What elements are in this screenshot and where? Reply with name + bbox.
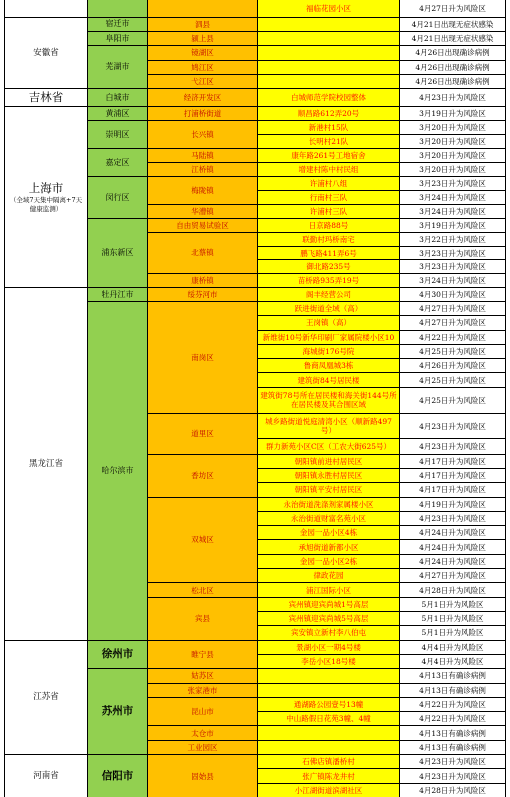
status-cell: 3月23日升为风险区 [400,260,505,273]
location-cell: 苗桥路935弄19号 [258,274,399,287]
district-cell: 宾县 [148,598,257,640]
province-name: 安徽省 [33,47,59,58]
location-cell: 通湖路公园壹号13幢 [258,698,399,711]
status-cell: 4月21日出现无症状感染 [400,18,505,31]
status-cell: 4月23日升为风险区 [400,414,505,438]
province-name: 江苏省 [33,692,59,703]
province-cell [5,89,87,106]
province-cell [5,0,87,17]
status-cell: 4月17日升为风险区 [400,455,505,468]
status-cell: 3月19日升为风险区 [400,219,505,232]
district-cell: 梅陇镇 [148,177,257,204]
location-cell: 宾州镇迎宾尚城1号高层 [258,598,399,611]
status-cell: 4月25日升为风险区 [400,345,505,358]
city-cell: 牡丹江市 [88,288,147,301]
city-cell [88,0,147,17]
district-cell: 长兴镇 [148,121,257,148]
district-cell: 经济开发区 [148,89,257,106]
district-cell: 睢宁县 [148,641,257,669]
city-cell: 哈尔滨市 [88,302,147,640]
location-cell: 金园一品小区4栋 [258,526,399,539]
location-cell: 鲁商凤凰城3栋 [258,359,399,372]
status-cell: 3月24日升为风险区 [400,205,505,218]
status-cell: 4月26日出现确诊病例 [400,46,505,59]
location-cell: 宾州镇迎宾尚城5号高层 [258,612,399,625]
location-cell: 张广镇陈龙井村 [258,769,399,782]
city-cell: 嘉定区 [88,149,147,176]
status-cell: 4月13日有确诊病例 [400,741,505,754]
status-cell: 4月28日升为风险区 [400,583,505,596]
district-cell: 马陆镇 [148,149,257,162]
district-cell: 姑苏区 [148,669,257,682]
location-cell: 永治街道财富名苑小区 [258,512,399,525]
location-cell: 宾安镇立新村李八伯屯 [258,626,399,639]
location-cell: 增建村陈中村民组 [258,163,399,176]
status-cell: 4月19日升为风险区 [400,498,505,511]
location-cell [258,18,399,31]
district-cell: 双城区 [148,498,257,583]
location-cell [258,741,399,754]
location-cell: 白城师范学院校园整体 [258,89,399,106]
status-cell: 4月21日出现无症状感染 [400,32,505,45]
status-cell: 4月26日升为风险区 [400,359,505,372]
location-cell: 小江湖街道滨湖社区 [258,784,399,797]
location-cell: 浦江国际小区 [258,583,399,596]
status-cell: 5月1日升为风险区 [400,612,505,625]
status-cell: 4月30日升为风险区 [400,288,505,301]
location-cell: 建筑街78号所在居民楼和海关街144号所在居民楼及其合围区域 [258,388,399,413]
district-cell: 自由贸易试验区 [148,219,257,232]
status-cell: 4月23日升为风险区 [400,512,505,525]
location-cell [258,669,399,682]
status-cell: 3月23日升为风险区 [400,177,505,190]
status-cell: 4月23日升为风险区 [400,439,505,454]
city-cell: 白城市 [88,89,147,106]
district-cell [148,0,257,17]
status-cell: 4月24日升为风险区 [400,540,505,553]
district-cell: 打浦桥街道 [148,107,257,120]
status-cell: 4月27日升为风险区 [400,316,505,329]
district-cell: 鸠江区 [148,61,257,74]
status-cell: 4月27日升为风险区 [400,0,505,17]
location-cell: 顺昌路612弄20号 [258,107,399,120]
status-cell: 4月17日升为风险区 [400,469,505,482]
status-cell: 4月13日有确诊病例 [400,726,505,739]
status-cell: 4月28日升为风险区 [400,784,505,797]
status-cell: 3月24日升为风险区 [400,191,505,204]
location-cell: 中山路假日花苑3幢、4幢 [258,712,399,725]
district-cell: 工业园区 [148,741,257,754]
status-cell: 3月24日升为风险区 [400,274,505,287]
status-cell: 4月23日升为风险区 [400,769,505,782]
city-cell: 浦东新区 [88,219,147,288]
status-cell: 4月22日升为风险区 [400,331,505,344]
status-cell: 4月24日升为风险区 [400,555,505,568]
district-cell: 镜湖区 [148,46,257,59]
city-cell: 徐州市 [88,641,147,669]
status-cell: 3月20日升为风险区 [400,163,505,176]
district-cell: 固始县 [148,755,257,797]
status-cell: 4月13日有确诊病例 [400,684,505,697]
location-cell: 朝阳镇永胜村居民区 [258,469,399,482]
location-cell: 群力新苑小区C区（工农大街625号） [258,439,399,454]
location-cell: 律政花园 [258,569,399,582]
district-cell: 绥芬河市 [148,288,257,301]
location-cell: 李岳小区18号楼 [258,655,399,668]
city-cell: 芜湖市 [88,46,147,88]
status-cell: 4月17日升为风险区 [400,483,505,496]
province-name: 河南省 [33,770,59,781]
location-cell: 海城街176号院 [258,345,399,358]
location-cell: 景湖小区一期4号楼 [258,641,399,654]
province-cell [5,755,87,797]
location-cell: 城乡路街道悦庭清湾小区（顺新路497号） [258,414,399,438]
location-cell [258,32,399,45]
location-cell: 康年路261号工地宿舍 [258,149,399,162]
district-cell: 颍上县 [148,32,257,45]
city-cell: 苏州市 [88,669,147,754]
province-name: 上海市 [28,180,64,195]
status-cell: 4月23日升为风险区 [400,89,505,106]
district-cell: 北蔡镇 [148,233,257,274]
status-cell: 3月20日升为风险区 [400,149,505,162]
city-cell: 闵行区 [88,177,147,218]
district-cell: 松北区 [148,583,257,596]
location-cell [258,46,399,59]
location-cell: 新维街10号新华印刷厂家属院楼小区10 [258,331,399,344]
province-cell [5,107,87,287]
location-cell [258,75,399,88]
status-cell: 4月26日出现确诊病例 [400,75,505,88]
location-cell: 王岗镇（高） [258,316,399,329]
district-cell: 弋江区 [148,75,257,88]
location-cell: 建筑街84号居民楼 [258,373,399,386]
location-cell: 朝阳镇平安村居民区 [258,483,399,496]
status-cell: 3月20日升为风险区 [400,121,505,134]
location-cell: 许浦村八组 [258,177,399,190]
status-cell: 4月13日有确诊病例 [400,669,505,682]
province-cell [5,641,87,754]
status-cell: 5月1日升为风险区 [400,626,505,639]
status-cell: 3月23日升为风险区 [400,247,505,260]
location-cell [258,726,399,739]
district-cell: 昆山市 [148,698,257,726]
location-cell: 御北路235号 [258,260,399,273]
location-cell [258,684,399,697]
province-cell [5,288,87,639]
city-cell: 阜阳市 [88,32,147,45]
location-cell: 鹏飞路411弄6号 [258,247,399,260]
status-cell: 4月27日升为风险区 [400,569,505,582]
status-cell: 4月25日升为风险区 [400,373,505,386]
location-cell: 跃进街道全域（高） [258,302,399,315]
province-name: 黑龙江省 [28,458,63,469]
location-cell: 新港村15队 [258,121,399,134]
location-cell [258,61,399,74]
location-cell: 联勤村玛桥南宅 [258,233,399,246]
location-cell: 长明村21队 [258,135,399,148]
district-cell: 南岗区 [148,302,257,413]
district-cell: 华漕镇 [148,205,257,218]
status-cell: 3月22日升为风险区 [400,233,505,246]
location-cell: 永治街道洗涤剂家属楼小区 [258,498,399,511]
status-cell: 4月22日升为风险区 [400,698,505,711]
location-cell: 阁丰经营公司 [258,288,399,301]
district-cell: 江桥镇 [148,163,257,176]
status-cell: 4月25日升为风险区 [400,388,505,413]
district-cell: 康桥镇 [148,274,257,287]
district-cell: 张家港市 [148,684,257,697]
status-cell: 4月22日升为风险区 [400,712,505,725]
city-cell: 黄浦区 [88,107,147,120]
risk-area-table [4,0,506,797]
city-cell: 崇明区 [88,121,147,148]
location-cell: 行南村三队 [258,191,399,204]
status-cell: 4月23日升为风险区 [400,755,505,768]
city-cell: 宿迁市 [88,18,147,31]
status-cell: 4月26日出现确诊病例 [400,61,505,74]
status-cell: 4月24日升为风险区 [400,526,505,539]
province-name: 吉林省 [28,89,64,104]
city-cell: 信阳市 [88,755,147,797]
status-cell: 4月4日升为风险区 [400,655,505,668]
district-cell: 太仓市 [148,726,257,739]
district-cell: 香坊区 [148,455,257,497]
location-cell: 石佛店镇潘桥村 [258,755,399,768]
status-cell: 3月20日升为风险区 [400,135,505,148]
location-cell: 日京路88号 [258,219,399,232]
province-note: （全域7天集中隔离+7天健康监测） [9,196,83,213]
status-cell: 4月4日升为风险区 [400,641,505,654]
district-cell: 泗县 [148,18,257,31]
status-cell: 5月1日升为风险区 [400,598,505,611]
status-cell: 3月19日升为风险区 [400,107,505,120]
location-cell: 朝阳镇前进村居民区 [258,455,399,468]
location-cell: 许浦村三队 [258,205,399,218]
district-cell: 道里区 [148,414,257,454]
location-cell: 福临花园小区 [258,0,399,17]
location-cell: 承旭街道新都小区 [258,540,399,553]
location-cell: 金园一品小区2栋 [258,555,399,568]
status-cell: 4月27日升为风险区 [400,302,505,315]
province-cell [5,18,87,89]
